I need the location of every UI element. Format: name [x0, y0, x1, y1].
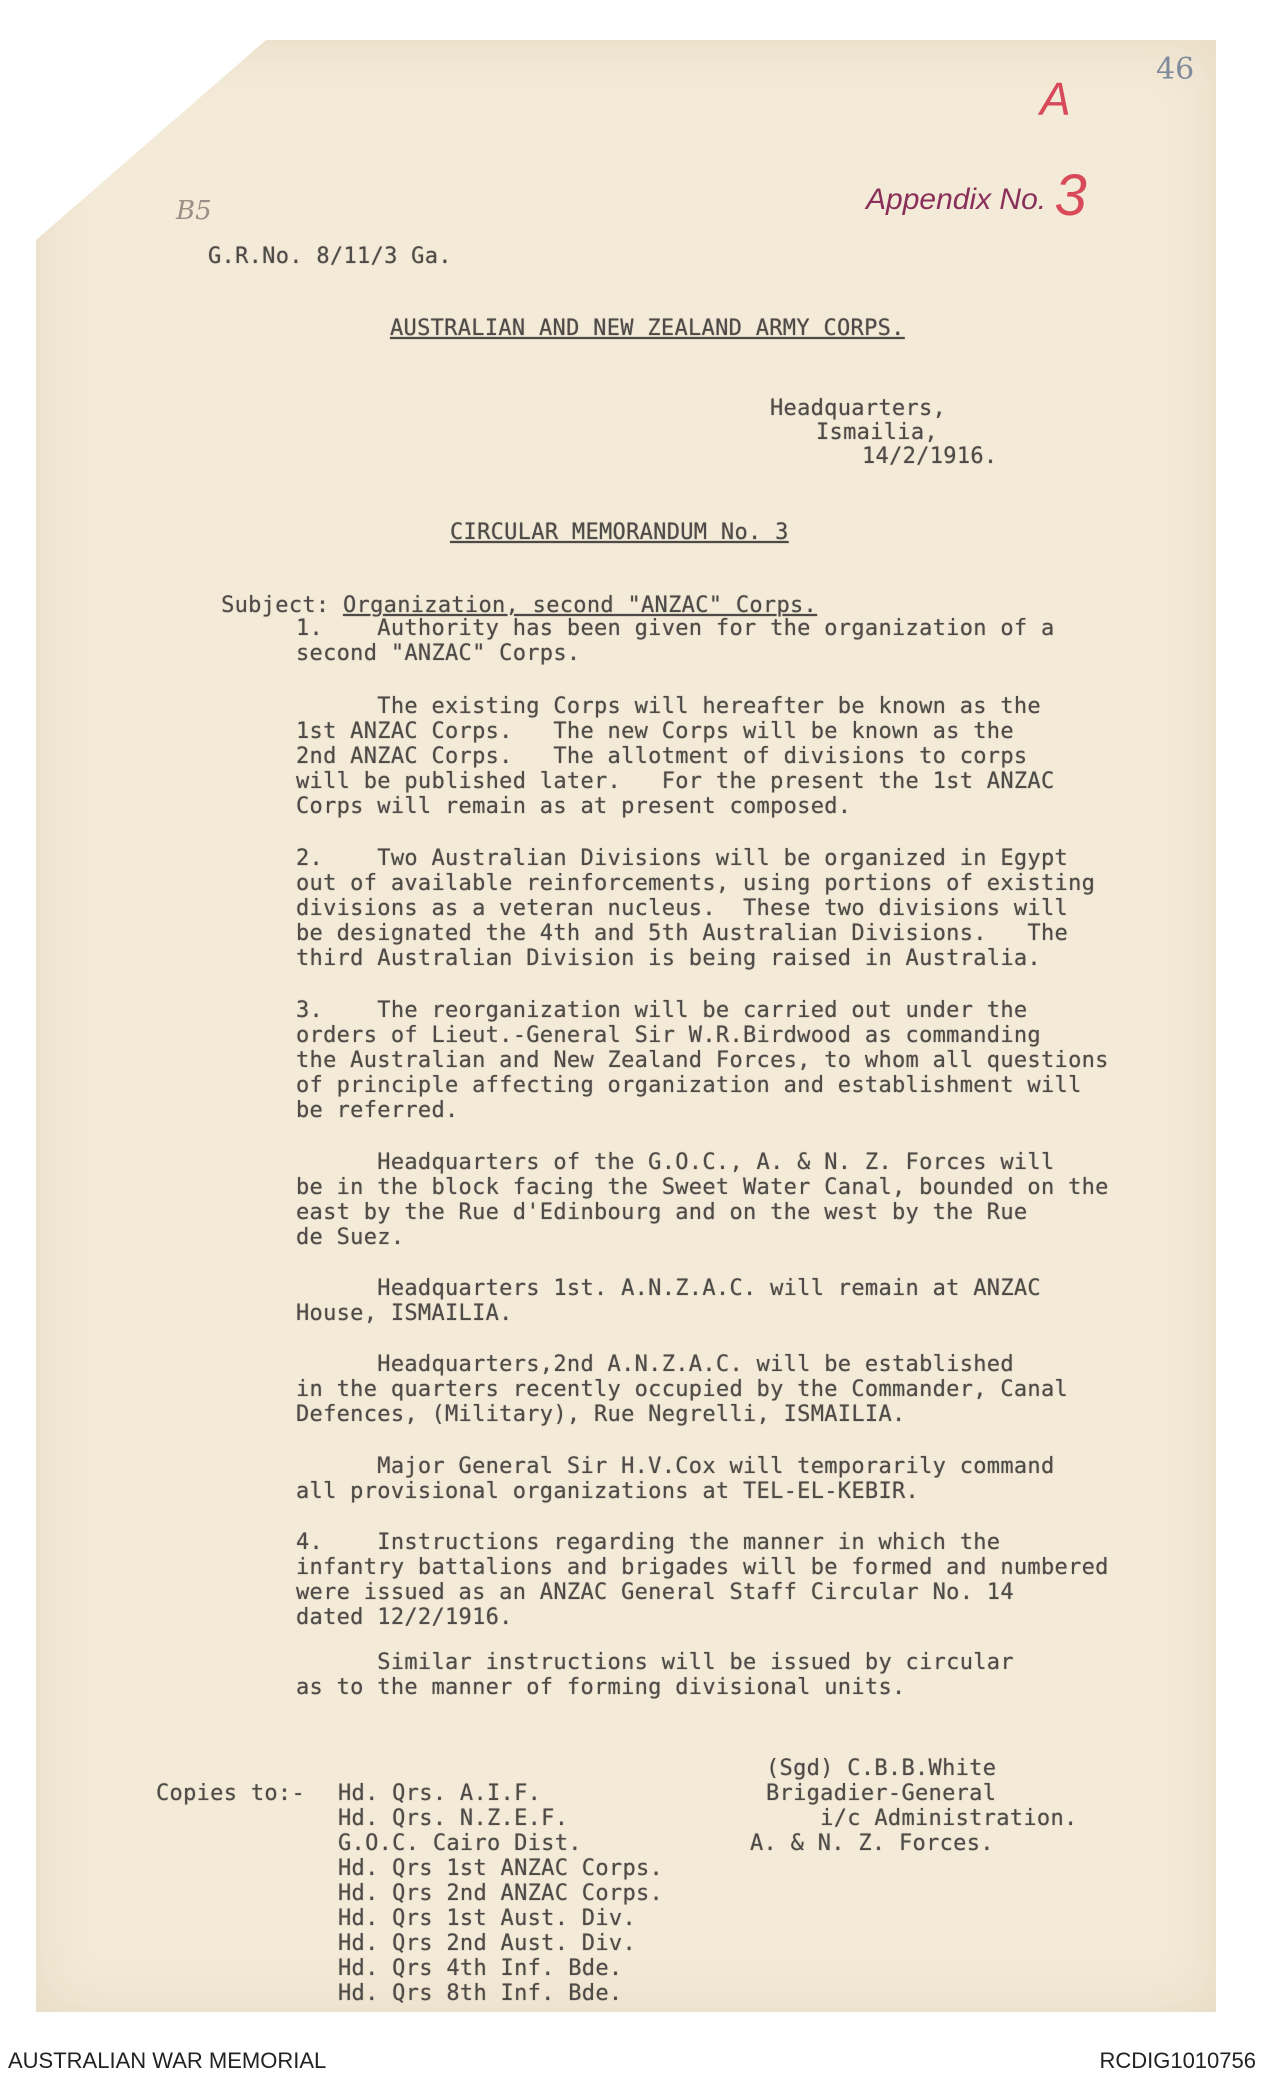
memo-paragraph: [296, 998, 1216, 1123]
paragraph-line: Corps will remain as at present composed.: [296, 794, 852, 819]
paragraph-line: were issued as an ANZAC General Staff Circular No. 14: [296, 1580, 1014, 1605]
memo-paragraph: [296, 1454, 1216, 1504]
address-line-2: Ismailia,: [816, 420, 938, 445]
reference-number: G.R.No. 8/11/3 Ga.: [208, 244, 452, 269]
copies-recipient: Hd. Qrs 1st ANZAC Corps.: [338, 1856, 664, 1881]
paragraph-line: 2. Two Australian Divisions will be organized in Egypt: [296, 846, 1069, 871]
paragraph-line: Similar instructions will be issued by circular: [296, 1650, 1014, 1675]
paragraph-line: House, ISMAILIA.: [296, 1301, 513, 1326]
copies-recipient: Hd. Qrs 2nd Aust. Div.: [338, 1931, 636, 1956]
paragraph-line: 4. Instructions regarding the manner in which the: [296, 1530, 1001, 1555]
paragraph-line: Headquarters of the G.O.C., A. & N. Z. Forces will: [296, 1150, 1055, 1175]
copies-recipient: Hd. Qrs 4th Inf. Bde.: [338, 1956, 623, 1981]
appendix-number: 3: [1054, 163, 1087, 228]
memo-paragraph: [296, 616, 1216, 666]
page-number: 46: [1156, 52, 1195, 87]
copies-recipient: Hd. Qrs 1st Aust. Div.: [338, 1906, 636, 1931]
signature-line-2: Brigadier-General: [766, 1781, 997, 1806]
memo-title: CIRCULAR MEMORANDUM No. 3: [450, 520, 789, 545]
pencil-mark-a: A: [1040, 73, 1071, 125]
appendix-label: Appendix No.: [866, 183, 1047, 216]
paragraph-line: be referred.: [296, 1098, 459, 1123]
memo-paragraph: [296, 1530, 1216, 1630]
footer-id: RCDIG1010756: [1099, 2048, 1256, 2073]
paragraph-line: dated 12/2/1916.: [296, 1605, 513, 1630]
paragraph-line: be designated the 4th and 5th Australian Divisions. The: [296, 921, 1069, 946]
document-heading: AUSTRALIAN AND NEW ZEALAND ARMY CORPS.: [390, 316, 905, 341]
memo-paragraph: [296, 1352, 1216, 1427]
subject-line: [194, 568, 817, 618]
paragraph-line: out of available reinforcements, using portions of existing: [296, 871, 1096, 896]
copies-label: Copies to:-: [156, 1781, 305, 1806]
appendix-stamp: [866, 156, 1087, 228]
copies-recipient: Hd. Qrs. A.I.F.: [338, 1781, 542, 1806]
paragraph-line: Defences, (Military), Rue Negrelli, ISMAILIA.: [296, 1402, 906, 1427]
memo-paragraph: [296, 1276, 1216, 1326]
paragraph-line: divisions as a veteran nucleus. These two divisions will: [296, 896, 1069, 921]
paragraph-line: second "ANZAC" Corps.: [296, 641, 581, 666]
paragraph-line: 1. Authority has been given for the organization of a: [296, 616, 1055, 641]
subject-label: Subject:: [221, 593, 330, 618]
paragraph-line: in the quarters recently occupied by the Commander, Canal: [296, 1377, 1069, 1402]
copies-recipient: Hd. Qrs 8th Inf. Bde.: [338, 1981, 623, 2006]
paragraph-line: the Australian and New Zealand Forces, to whom all questions: [296, 1048, 1109, 1073]
paragraph-line: 1st ANZAC Corps. The new Corps will be known as the: [296, 719, 1014, 744]
signature-line-1: (Sgd) C.B.B.White: [766, 1756, 997, 1781]
paragraph-line: be in the block facing the Sweet Water Canal, bounded on the: [296, 1175, 1109, 1200]
paragraph-line: orders of Lieut.-General Sir W.R.Birdwood as commanding: [296, 1023, 1041, 1048]
memo-paragraph: [296, 694, 1216, 819]
paragraph-line: infantry battalions and brigades will be formed and numbered: [296, 1555, 1109, 1580]
paragraph-line: 2nd ANZAC Corps. The allotment of divisions to corps: [296, 744, 1028, 769]
copies-recipient: Hd. Qrs 2nd ANZAC Corps.: [338, 1881, 664, 1906]
footer-source: AUSTRALIAN WAR MEMORIAL: [8, 2048, 327, 2073]
signature-line-4: A. & N. Z. Forces.: [750, 1831, 994, 1856]
copies-recipient: Hd. Qrs. N.Z.E.F.: [338, 1806, 569, 1831]
address-date: 14/2/1916.: [862, 444, 998, 469]
paragraph-line: 3. The reorganization will be carried out under the: [296, 998, 1028, 1023]
paragraph-line: Major General Sir H.V.Cox will temporarily command: [296, 1454, 1055, 1479]
memo-paragraph: [296, 846, 1216, 971]
paragraph-line: The existing Corps will hereafter be known as the: [296, 694, 1041, 719]
paragraph-line: all provisional organizations at TEL-EL-KEBIR.: [296, 1479, 920, 1504]
paragraph-line: east by the Rue d'Edinbourg and on the west by the Rue: [296, 1200, 1028, 1225]
pencil-mark-b5: B5: [176, 196, 212, 226]
paragraph-line: will be published later. For the present the 1st ANZAC: [296, 769, 1055, 794]
paragraph-line: third Australian Division is being raised in Australia.: [296, 946, 1041, 971]
address-line-1: Headquarters,: [770, 396, 947, 421]
memo-paragraph: [296, 1150, 1216, 1250]
paragraph-line: Headquarters 1st. A.N.Z.A.C. will remain at ANZAC: [296, 1276, 1041, 1301]
paragraph-line: de Suez.: [296, 1225, 405, 1250]
paragraph-line: as to the manner of forming divisional units.: [296, 1675, 906, 1700]
memo-paragraph: [296, 1650, 1216, 1700]
subject-text: Organization, second "ANZAC" Corps.: [343, 593, 818, 618]
paragraph-line: Headquarters,2nd A.N.Z.A.C. will be established: [296, 1352, 1014, 1377]
copies-recipient: G.O.C. Cairo Dist.: [338, 1831, 582, 1856]
signature-line-3: i/c Administration.: [766, 1806, 1078, 1831]
paragraph-line: of principle affecting organization and establishment will: [296, 1073, 1082, 1098]
